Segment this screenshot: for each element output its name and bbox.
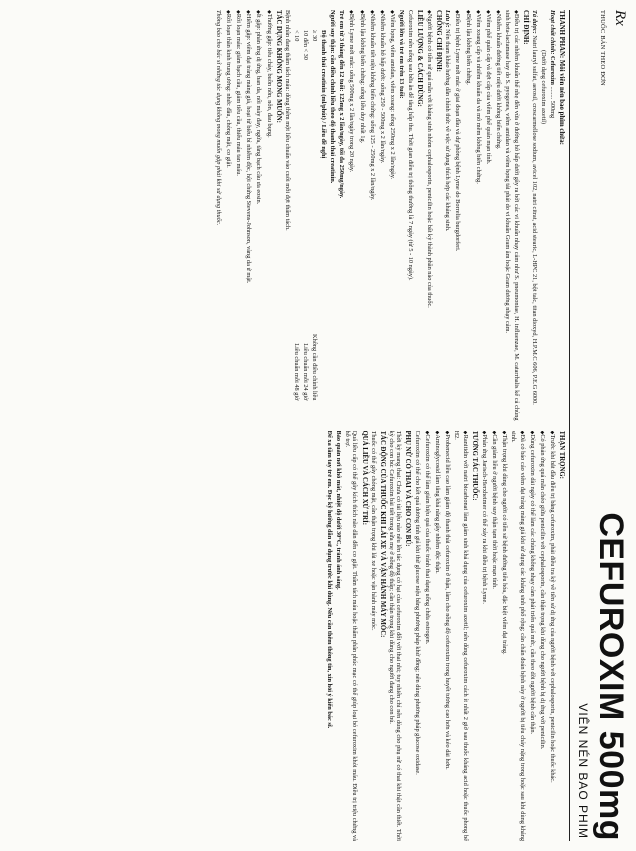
- adverse-heading: TÁC DỤNG KHÔNG MONG MUỐN:: [274, 10, 282, 123]
- indication-item: ◆ Điều trị các nhiễm khuẩn thể nhẹ đến vừa ở đường hô hấp dưới gây ra bởi các vi khuẩn nhạy cảm như S. pneumoniae, H. influenzae, M. catarrhalis kể cả chủng sinh beta-lactamase hay do S. pyogenes, viêm amidan và viêm họng tái phát do vi khuẩn Gram âm hoặc Gram dương nhạy cảm.: [503, 10, 519, 421]
- renal-clearance: 10 đến < 30: [301, 30, 309, 60]
- precaution-item: ◆ Dùng cefuroxim dài ngày có thể làm các chủng không nhạy cảm phát triển quá mức, cần theo dõi người bệnh cẩn thận.: [527, 431, 536, 842]
- dose-line: ◆ Nhiễm khuẩn hô hấp dưới: uống 250 - 500mg x 2 lần/ngày.: [377, 10, 386, 421]
- rx-symbol: Rx: [612, 10, 628, 26]
- excipients-row: [530, 10, 538, 421]
- dose-line: ◆ Viêm họng, viêm amidan, viêm xoang: uống 250mg x 2 lần/ngày.: [387, 10, 396, 421]
- indication-item: ◆ Viêm phế quản cấp và đợt cấp của viêm phế quản mạn tính.: [483, 10, 492, 421]
- product-title: CEFUROXIM 500mg: [592, 512, 630, 841]
- adverse-item: ◆ Rối loạn máu: giảm bạch cầu, giảm tiểu cầu, thiếu máu tan máu.: [234, 10, 243, 421]
- precaution-item: ◆ Cần giảm liều ở người bệnh suy thận tạm thời hoặc mạn tính.: [489, 431, 498, 842]
- indications-heading: CHỈ ĐỊNH:: [521, 10, 529, 45]
- renal-clearance: < 10: [292, 30, 300, 42]
- dose-line: Trẻ em từ 3 tháng đến 12 tuổi: 125mg x 2 lần/ngày, tối đa 250mg/ngày.: [338, 10, 346, 199]
- dose-line: Người suy thận: cần điều chỉnh liều theo độ thanh thải creatinin.: [329, 10, 337, 184]
- overdose-text: Quá liều cấp có thể gây kích thích não dẫn đến co giật. Thẩm tách máu hoặc thẩm phân phúc mạc có thể giúp loại bỏ cefuroxim khỏi máu. Điều trị triệu chứng và hỗ trợ.: [343, 430, 359, 841]
- indication-item: ◆ Bệnh lậu không biến chứng.: [463, 10, 472, 421]
- active-label: Hoạt chất chính:: [548, 10, 556, 55]
- overdose-heading: QUÁ LIỀU VÀ CÁCH XỬ TRÍ:: [360, 430, 368, 525]
- adverse-item: ◆ Rối loạn thần kinh trung ương: nhức đầu, chóng mặt, co giật.: [224, 10, 233, 421]
- note-label: Lưu ý:: [444, 10, 452, 28]
- renal-row: [301, 10, 309, 421]
- indication-item: ◆ Nhiễm khuẩn đường tiết niệu dưới không biến chứng.: [493, 10, 502, 421]
- dosage-intro: Cefuroxim nên uống sau bữa ăn để tăng hấp thu. Thời gian điều trị thông thường là 7 ngày (từ 5 - 10 ngày).: [407, 10, 414, 281]
- interactions-heading: TƯƠNG TÁC THUỐC:: [470, 430, 478, 501]
- column-right: [5, 431, 565, 842]
- dosage-heading: LIỀU LƯỢNG & CÁCH DÙNG:: [416, 10, 424, 107]
- note-text: Nên tham khảo hướng dẫn chính thức về việc sử dụng thích hợp các kháng sinh.: [444, 29, 452, 232]
- renal-dose: Liều chuẩn mỗi 48 giờ: [292, 343, 300, 401]
- driving-heading: TÁC ĐỘNG CỦA THUỐC KHI LÁI XE VÀ VẬN HÀNH MÁY MÓC:: [378, 430, 386, 638]
- composition-heading: THÀNH PHẦN: Mỗi viên nén bao phim chứa:: [558, 10, 565, 145]
- storage-text: Bảo quản nơi khô mát, nhiệt độ dưới 30°C, tránh ánh sáng.: [334, 430, 342, 590]
- precaution-item: ◆ Trước khi bắt đầu điều trị bằng cefuroxim, phải điều tra kỹ về tiền sử dị ứng của người bệnh với cephalosporin, penicilin hoặc thuốc khác.: [547, 431, 556, 842]
- excipients-label: Tá dược:: [530, 10, 538, 34]
- dose-line: ◆ Nhiễm khuẩn tiết niệu không biến chứng: uống 125 - 250mg x 2 lần/ngày.: [367, 10, 376, 421]
- indication-item: ◆ Viêm xoang cấp và nhiễm khuẩn da và mô mềm không biến chứng.: [473, 10, 482, 421]
- renal-table-title: Độ thanh thải creatinin (ml/phút) / Liều đề nghị: [320, 30, 328, 159]
- precaution-item: ◆ Phản ứng Jarisch-Herxheimer có thể xảy ra khi điều trị bệnh Lyme.: [479, 431, 488, 842]
- precaution-item: ◆ Thận trọng khi dùng cho người có tiền sử bệnh đường tiêu hóa, đặc biệt viêm đại tràng.: [499, 431, 508, 842]
- interaction-item: ◆ Ranitidin với natri bicarbonat làm giảm sinh khả dụng của cefuroxim axetil; nên dùng cefuroxim cách ít nhất 2 giờ sau thuốc kháng acid hoặc thuốc phong bế H2.: [452, 431, 468, 842]
- renal-row: [310, 10, 318, 421]
- renal-row: [292, 10, 300, 421]
- precaution-item: ◆ Có phản ứng quá mẫn chéo giữa penicilin với cephalosporin, cần thận trọng khi dùng cho người bệnh bị dị ứng với penicilin.: [537, 431, 546, 842]
- active-form: (Dưới dạng cefuroxim axetil): [539, 50, 547, 125]
- interaction-item: ◆ Probenecid liều cao làm giảm độ thanh thải cefuroxim ở thận, làm cho nồng độ cefuroxim trong huyết tương cao hơn và kéo dài hơn.: [442, 431, 451, 842]
- keep-away-text: Để xa tầm tay trẻ em. Đọc kỹ hướng dẫn sử dụng trước khi dùng. Nếu cần thêm thông tin, xin hỏi ý kiến bác sĩ.: [325, 430, 333, 729]
- adverse-item: ◆ Thường gặp: tiêu chảy, buồn nôn, nôn, đau bụng.: [264, 10, 273, 421]
- renal-note: Bệnh nhân đang thẩm tách máu: dùng thêm một liều chuẩn vào cuối mỗi đợt thẩm tách.: [283, 10, 291, 231]
- renal-dose: Liều chuẩn mỗi 24 giờ: [301, 343, 309, 401]
- product-subtitle: VIÊN NÉN BAO PHIM: [576, 703, 590, 839]
- indications-note: [444, 10, 452, 421]
- dose-line: ◆ Bệnh Lyme mới mắc: uống 500mg x 2 lần/ngày trong 20 ngày.: [347, 10, 356, 421]
- column-left: [5, 10, 565, 421]
- indication-item: ◆ Điều trị bệnh Lyme mới mắc ở giai đoạn đầu và dự phòng bệnh Lyme do Borrelia burgdorferi.: [453, 10, 462, 421]
- pregnancy-heading: PHỤ NỮ CÓ THAI VÀ CHO CON BÚ:: [404, 430, 412, 547]
- prescription-note: THUỐC BÁN THEO ĐƠN: [599, 10, 606, 86]
- driving-text: Thuốc có thể gây chóng mặt, cần thận trọng khi lái xe hoặc vận hành máy móc.: [369, 430, 377, 631]
- adverse-item: ◆ Ít gặp: phản ứng dị ứng, ban da, nổi mày đay, ngứa, tăng bạch cầu ưa eosin.: [254, 10, 263, 421]
- pregnancy-text: Thời kỳ mang thai: Chưa có tài liệu nào nêu lên tác dụng có hại của cefuroxim đối với thai nhi; tuy nhiên chỉ nên dùng cho phụ nữ có thai khi thật cần thiết. Thời kỳ cho con bú: Cefuroxim bài tiết trong sữa mẹ ở nồng độ thấp; cần thận trọng khi dùng cho người đang cho con bú.: [387, 430, 403, 841]
- adverse-item: ◆ Hiếm gặp: viêm đại tràng màng giả, hoại tử biểu bì nhiễm độc, hội chứng Stevens-Johnson, vàng da ứ mật.: [244, 10, 253, 421]
- adverse-note: Thông báo cho bác sĩ những tác dụng không mong muốn gặp phải khi sử dụng thuốc.: [215, 10, 223, 226]
- active-amount: 500mg: [548, 100, 556, 119]
- contraindication-text: ◆ Người bệnh có tiền sử quá mẫn với kháng sinh nhóm cephalosporin, penicilin hoặc bất kỳ thành phần nào của thuốc.: [425, 10, 434, 421]
- active-name: Cefuroxim: [548, 56, 556, 85]
- dose-line: ◆ Bệnh lậu không biến chứng: uống liều duy nhất 1g.: [357, 10, 366, 421]
- interaction-item: ◆ Cefuroxim có thể làm giảm hiệu quả của thuốc tránh thai dạng uống chứa estrogen.: [422, 431, 431, 842]
- interaction-item: ◆ Aminoglycosid làm tăng khả năng gây nhiễm độc thận.: [432, 431, 441, 842]
- lab-note: Cefuroxim có thể cho kết quả dương tính giả khi thử glucose niệu bằng phương pháp khử đồng; nên dùng phương pháp glucose oxidase.: [413, 430, 421, 775]
- precaution-item: ◆ Đã có báo cáo viêm đại tràng màng giả khi sử dụng các kháng sinh phổ rộng; cần chẩn đoán bệnh này ở người bị tiêu chảy nặng trong hoặc sau khi dùng kháng sinh.: [509, 431, 525, 842]
- dose-line: Người lớn và trẻ em trên 13 tuổi:: [397, 10, 405, 99]
- renal-dose: Không cần điều chỉnh liều: [311, 334, 319, 401]
- precautions-heading: THẬN TRỌNG:: [558, 430, 565, 479]
- renal-clearance: ≥ 30: [311, 30, 319, 42]
- contraindications-heading: CHỐNG CHỈ ĐỊNH:: [435, 10, 443, 72]
- active-ingredient-row: Hoạt chất chính: Cefuroxim ........ 500mg: [548, 10, 556, 119]
- excipients-text: Natri lauryl sulfat, aerosil, croscarmellose sodium, avicel 102, natri citrat, acid stearic, L-HPC 21, bột talc, titan dioxyd, H.P.M.C 606, P.E.G 6000.: [530, 35, 538, 405]
- leaflet-header: [569, 10, 628, 841]
